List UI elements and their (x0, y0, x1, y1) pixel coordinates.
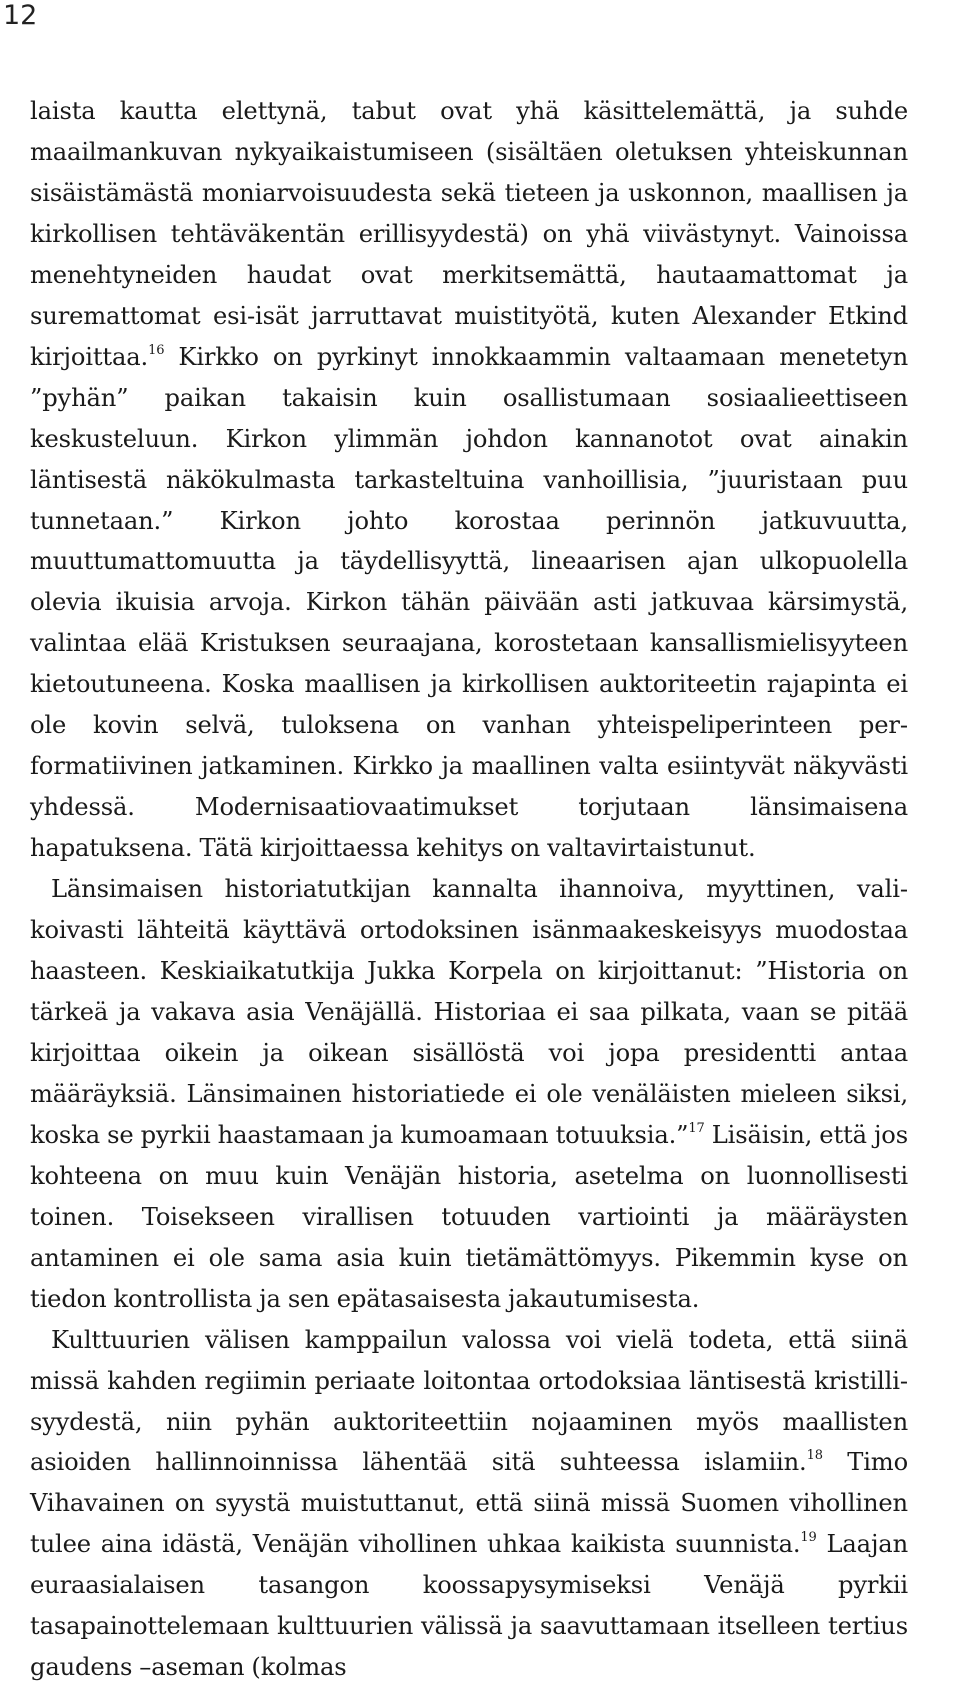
paragraph (30, 91, 908, 869)
paragraph (30, 1320, 908, 1688)
paragraph (30, 869, 908, 1319)
footnote-marker: 18 (806, 1448, 823, 1464)
footnote-marker: 17 (688, 1120, 705, 1136)
paragraph-text: Kirkko on pyrkinyt innokkaammin valtaamaan menetetyn ”pyhän” paikan takaisin kuin osallistumaan sosiaalieettiseen keskusteluun. Kirkon ylimmän johdon kannanotot ovat ainakin läntisestä näkökulmasta tarkasteltuina vanhoillisia, ”juuristaan puu tunnetaan.” Kirkon johto korostaa perinnön jatkuvuutta, muuttumattomuutta ja täydellisyyttä, lineaarisen ajan ulkopuolella olevia ikuisia arvoja. Kirkon tähän päivään asti jatkuvaa kärsimystä, valintaa elää Kristuksen seuraajana, korostetaan kansallismielisyyteen kietoutuneena. Koska maallisen ja kirkollisen auktoriteetin rajapinta ei ole kovin selvä, tuloksena on vanhan yhteispeliperinteen performatiivinen jatkaminen. Kirkko ja maallinen valta esiintyvät näkyvästi yhdessä. Modernisaatiovaatimukset torjutaan länsimaisena hapatuksena. Tätä kirjoittaessa kehitys on valtavirtaistunut. (30, 342, 908, 863)
footnote-marker: 19 (800, 1530, 817, 1546)
document-body (30, 91, 908, 1688)
page-number: 12 (3, 0, 38, 31)
footnote-marker: 16 (148, 342, 165, 358)
paragraph-text: Länsimaisen historiatutkijan kannalta ihannoiva, myyttinen, valikoivasti lähteitä käyttävä ortodoksinen isänmaakeskeisyys muodostaa haasteen. Keskiaikatutkija Jukka Korpela on kirjoittanut: ”Historia on tärkeä ja vakava asia Venäjällä. Historiaa ei saa pilkata, vaan se pitää kirjoittaa oikein ja oikean sisällöstä voi jopa presidentti antaa määräyksiä. Länsimainen historiatiede ei ole venäläisten mieleen siksi, koska se pyrkii haastamaan ja kumoamaan totuuksia.” (30, 875, 908, 1149)
paragraph-text: Lisäisin, että jos kohteena on muu kuin Venäjän historia, asetelma on luonnollisesti toinen. Toisekseen virallisen totuuden vartiointi ja määräysten antaminen ei ole sama asia kuin tietämättömyys. Pikemmin kyse on tiedon kontrollista ja sen epätasaisesta jakautumisesta. (30, 1120, 908, 1313)
paragraph-text: Laajan euraasialaisen tasangon koossapysymiseksi Venäjä pyrkii tasapainottelemaan kulttuurien välissä ja saavuttamaan itselleen tertius gaudens –aseman (kolmas (30, 1530, 908, 1682)
paragraph-text: Kulttuurien välisen kamppailun valossa voi vielä todeta, että siinä missä kahden regiimin periaate loitontaa ortodoksiaa läntisestä kristillisyydestä, niin pyhän auktoriteettiin nojaaminen myös maallisten asioiden hallinnoinnissa lähentää sitä suhteessa islamiin. (30, 1325, 908, 1477)
paragraph-text: Timo Vihavainen on syystä muistuttanut, että siinä missä Suomen vihollinen tulee aina idästä, Venäjän vihollinen uhkaa kaikista suunnista. (30, 1448, 908, 1559)
paragraph-text: laista kautta elettynä, tabut ovat yhä käsittelemättä, ja suhde maailmankuvan nykyaikaistumiseen (sisältäen oletuksen yhteiskunnan sisäistämästä moniarvoisuudesta sekä tieteen ja uskonnon, maallisen ja kirkollisen tehtäväkentän erillisyydestä) on yhä viivästynyt. Vainoissa menehtyneiden haudat ovat merkitsemättä, hautaamattomat ja suremattomat esi-isät jarruttavat muistityötä, kuten Alexander Etkind kirjoittaa. (30, 97, 908, 371)
